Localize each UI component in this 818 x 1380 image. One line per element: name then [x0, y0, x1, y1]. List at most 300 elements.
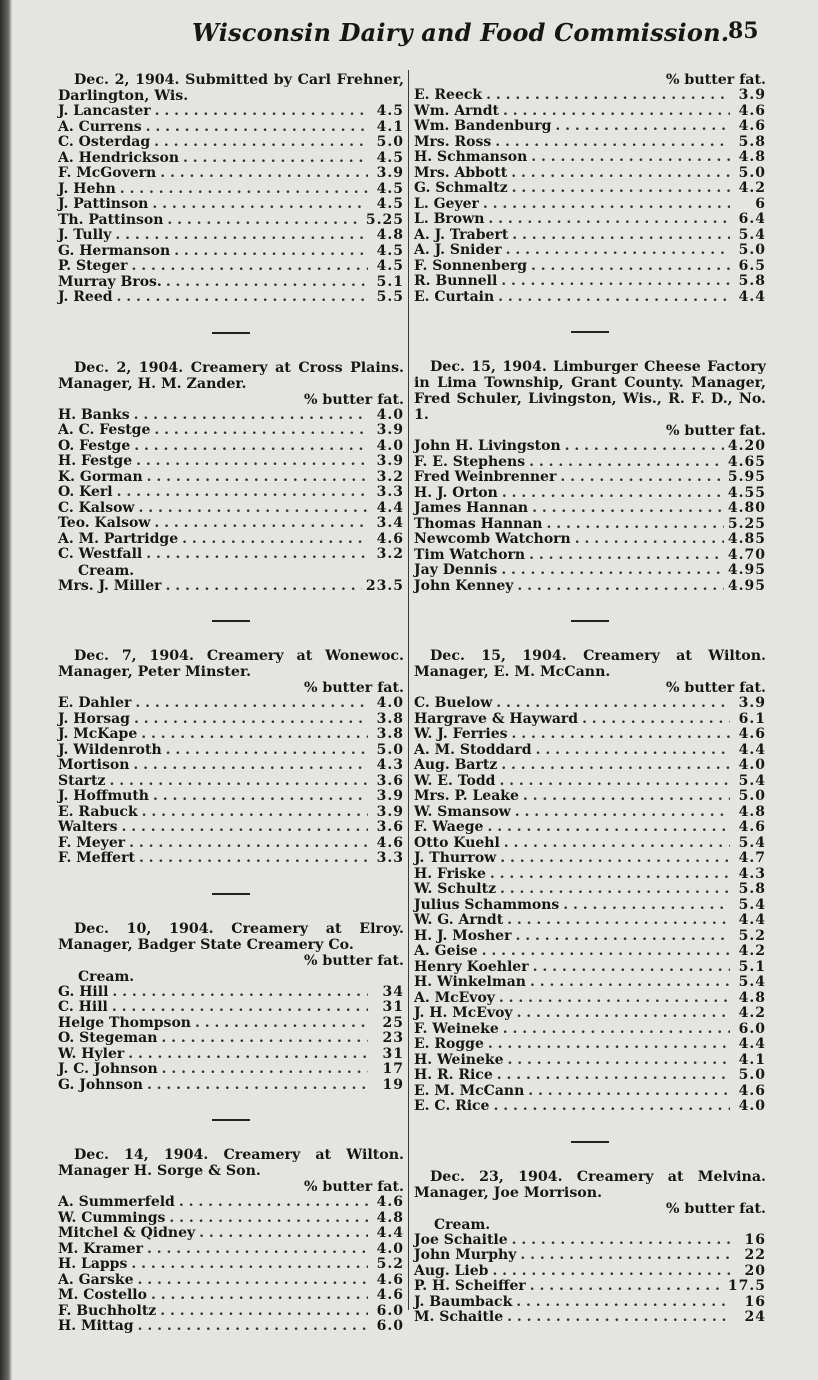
dot-leader [146, 120, 368, 136]
patron-name: W. Cummings [58, 1209, 166, 1226]
table-row [414, 1099, 766, 1115]
dot-leader [582, 712, 730, 728]
report-section [58, 72, 404, 306]
left-column [58, 72, 404, 1335]
table-row [58, 547, 404, 563]
patron-name: H. Schmanson [414, 149, 528, 165]
patron-name: J. Wildenroth [58, 741, 162, 758]
table-row [414, 867, 766, 883]
document-page [12, 0, 818, 1380]
patron-name: E. C. Rice [414, 1098, 490, 1114]
butter-fat-value: 3.6 [376, 819, 404, 835]
butter-fat-value: 6.4 [738, 211, 766, 227]
patron-name: C. Buelow [414, 695, 493, 711]
table-row [58, 454, 404, 470]
dot-leader [502, 486, 724, 502]
butter-fat-value: 6.5 [738, 257, 766, 274]
section-heading: Dec. 2, 1904. Creamery at Cross Plains. Manager, H. M. Zander. [58, 359, 404, 392]
butter-fat-value: 4.85 [727, 531, 766, 547]
patron-name: W. Smansow [414, 803, 511, 820]
butter-fat-value: 3.6 [376, 772, 404, 789]
table-row [58, 1304, 404, 1320]
table-row [414, 820, 766, 836]
section-heading: Dec. 15, 1904. Limburger Cheese Factory in Lima Township, Grant County. Manager, Fred Schuler, Livingston, Wis., R. F. D., No. 1. [414, 359, 766, 423]
patron-name: J. Thurrow [414, 850, 497, 866]
column-header-butter-fat: % butter fat. [666, 423, 766, 439]
dot-leader [134, 712, 368, 728]
table-row [58, 1273, 404, 1289]
table-row [414, 1068, 766, 1084]
dot-leader [530, 1279, 724, 1295]
patron-name: F. McGovern [58, 165, 157, 181]
running-title: Wisconsin Dairy and Food Commission. [192, 18, 730, 47]
table-row [414, 243, 766, 259]
table-row [414, 88, 766, 104]
patron-name: J. McKape [58, 726, 138, 742]
patron-name: Teo. Kalsow [58, 515, 151, 531]
section-heading: Dec. 15, 1904. Creamery at Wilton. Manager, E. M. McCann. [414, 648, 766, 680]
dot-leader [517, 1006, 730, 1022]
dot-leader [515, 929, 730, 945]
dot-leader [503, 1022, 730, 1038]
column-divider [408, 70, 409, 1310]
dot-leader [151, 1288, 368, 1304]
patron-name: Jay Dennis [414, 562, 498, 578]
report-section [58, 360, 404, 595]
patron-name: C. Westfall [58, 546, 143, 562]
patron-name: A. M. Stoddard [414, 741, 532, 758]
butter-fat-value: 17 [382, 1061, 404, 1077]
dot-leader [507, 913, 730, 929]
section-heading: Dec. 2, 1904. Submitted by Carl Frehner, Darlington, Wis. [58, 72, 404, 104]
dot-leader [138, 501, 368, 517]
table-row [58, 820, 404, 836]
patron-name: M. Schaitle [414, 1309, 504, 1325]
section-separator-rule [571, 1141, 609, 1143]
butter-fat-value: 4.2 [738, 943, 766, 959]
patron-name: H. Festge [58, 453, 133, 469]
dot-leader [511, 166, 730, 182]
butter-fat-value: 4.8 [738, 149, 766, 165]
patron-name: Mortison [58, 757, 130, 773]
dot-leader [500, 851, 730, 867]
table-row [58, 120, 404, 136]
dot-leader [115, 228, 368, 244]
butter-fat-value: 5.25 [727, 515, 766, 532]
patron-name: A. J. Trabert [414, 226, 509, 243]
table-row [58, 1078, 404, 1094]
table-row [58, 259, 404, 275]
table-row [414, 486, 766, 502]
dot-leader [529, 548, 724, 564]
table-row [414, 104, 766, 120]
dot-leader [531, 259, 730, 275]
dot-leader [516, 1295, 730, 1311]
dot-leader [134, 439, 368, 455]
table-row [58, 1319, 404, 1335]
butter-fat-value: 3.2 [376, 468, 404, 485]
dot-leader [183, 151, 368, 167]
table-row [58, 789, 404, 805]
dot-leader [512, 181, 730, 197]
butter-fat-value: 5.4 [738, 896, 766, 913]
section-heading: Dec. 23, 1904. Creamery at Melvina. Manager, Joe Morrison. [414, 1168, 766, 1201]
table-row [414, 532, 766, 548]
column-header-butter-fat: % butter fat. [666, 72, 766, 88]
butter-fat-value: 4.5 [376, 103, 404, 119]
table-row [58, 1031, 404, 1047]
dot-leader [199, 1226, 368, 1242]
patron-name: John Murphy [414, 1247, 517, 1263]
patron-name: H. Mittag [58, 1318, 134, 1334]
patron-name: E. Curtain [414, 288, 495, 305]
patron-name: J. Horsag [58, 710, 130, 727]
patron-name: H. Weineke [414, 1051, 504, 1068]
butter-fat-value: 4.0 [738, 757, 766, 773]
table-row [414, 135, 766, 151]
butter-fat-value: 5.1 [738, 958, 766, 975]
dot-leader [179, 1195, 368, 1211]
table-row [414, 1295, 766, 1311]
butter-fat-value: 4.65 [727, 453, 766, 470]
butter-fat-value: 4.2 [738, 180, 766, 196]
butter-fat-value: 6.0 [738, 1020, 766, 1037]
dot-leader [497, 1068, 730, 1084]
dot-leader [166, 579, 362, 595]
dot-leader [496, 696, 730, 712]
patron-name: F. E. Stephens [414, 453, 526, 470]
patron-name: E. Rabuck [58, 803, 138, 820]
right-column [414, 72, 766, 1326]
butter-fat-value: 4.8 [376, 227, 404, 243]
butter-fat-value: 5.2 [376, 1256, 404, 1272]
book-spine-shadow [0, 0, 12, 1380]
butter-fat-value: 4.80 [727, 500, 766, 516]
patron-name: John Kenney [414, 577, 514, 594]
dot-leader [132, 259, 368, 275]
dot-leader [531, 150, 730, 166]
dot-leader [117, 485, 368, 501]
butter-fat-value: 4.3 [376, 757, 404, 773]
table-row [58, 275, 404, 291]
dot-leader [162, 1062, 368, 1078]
butter-fat-value: 3.9 [376, 453, 404, 469]
table-row [58, 439, 404, 455]
dot-leader [147, 470, 368, 486]
butter-fat-value: 5.0 [738, 1067, 766, 1083]
report-section [414, 359, 766, 594]
butter-fat-value: 4.5 [376, 242, 404, 259]
dot-leader [142, 805, 368, 821]
cream-sublabel: Cream. [78, 562, 135, 579]
table-row [58, 1062, 404, 1078]
butter-fat-value: 4.3 [738, 865, 766, 882]
table-row [414, 548, 766, 564]
butter-fat-value: 23 [382, 1030, 404, 1046]
butter-fat-value: 4.4 [738, 1036, 766, 1052]
dot-leader [169, 1211, 368, 1227]
section-heading: Dec. 14, 1904. Creamery at Wilton. Manager H. Sorge & Son. [58, 1147, 404, 1179]
dot-leader [512, 228, 730, 244]
dot-leader [499, 774, 730, 790]
butter-fat-value: 4.0 [738, 1098, 766, 1114]
dot-leader [147, 1242, 368, 1258]
butter-fat-value: 3.8 [376, 710, 404, 727]
dot-leader [560, 470, 724, 486]
butter-fat-value: 4.2 [738, 1005, 766, 1021]
table-row [414, 960, 766, 976]
butter-fat-value: 3.3 [376, 484, 404, 500]
dot-leader [166, 275, 368, 291]
table-row [414, 1264, 766, 1280]
column-header-butter-fat: % butter fat. [666, 1200, 766, 1217]
patron-name: W. E. Todd [414, 772, 496, 789]
page-number: 85 [728, 18, 759, 44]
dot-leader [174, 244, 368, 260]
patron-name: F. Sonnenberg [414, 257, 528, 274]
dot-leader [135, 696, 368, 712]
table-row [58, 151, 404, 167]
table-row [58, 1195, 404, 1211]
table-row [58, 423, 404, 439]
patron-name: J. Hoffmuth [58, 788, 149, 804]
butter-fat-value: 5.0 [376, 134, 404, 150]
table-row [58, 166, 404, 182]
dot-leader [136, 454, 368, 470]
butter-fat-value: 17.5 [727, 1278, 766, 1294]
table-row [414, 836, 766, 852]
butter-fat-value: 5.2 [738, 927, 766, 944]
dot-leader [536, 743, 730, 759]
column-header-butter-fat: % butter fat. [666, 680, 766, 696]
dot-leader [129, 836, 368, 852]
patron-name: Otto Kuehl [414, 834, 500, 851]
table-row [58, 485, 404, 501]
dot-leader [154, 135, 368, 151]
table-row [58, 985, 404, 1001]
table-row [58, 805, 404, 821]
table-row [414, 712, 766, 728]
table-row [58, 1242, 404, 1258]
patron-name: Walters [58, 819, 118, 835]
butter-fat-value: 5.0 [738, 164, 766, 181]
dot-leader [141, 727, 368, 743]
dot-leader [122, 820, 368, 836]
table-row [414, 1084, 766, 1100]
dot-leader [501, 274, 730, 290]
dot-leader [487, 820, 730, 836]
dot-leader [153, 789, 368, 805]
patron-name: Wm. Arndt [414, 102, 499, 119]
patron-name: Helge Thompson [58, 1014, 191, 1031]
table-row [414, 727, 766, 743]
patron-name: F. Buchholtz [58, 1302, 157, 1319]
patron-name: Mrs. P. Leake [414, 788, 519, 804]
dot-leader [109, 774, 368, 790]
patron-name: E. M. McCann [414, 1082, 525, 1099]
butter-fat-value: 4.6 [738, 819, 766, 835]
table-row [58, 1211, 404, 1227]
page-header [12, 14, 818, 54]
dot-leader [507, 1053, 730, 1069]
dot-leader [530, 975, 730, 991]
butter-fat-value: 4.6 [738, 118, 766, 134]
butter-fat-value: 25 [382, 1014, 404, 1031]
table-row [414, 439, 766, 455]
dot-leader [182, 532, 368, 548]
patron-name: W. Hyler [58, 1045, 125, 1062]
table-row [58, 213, 404, 229]
butter-fat-value: 4.6 [376, 530, 404, 547]
report-section [58, 1147, 404, 1335]
patron-name: A. C. Festge [58, 422, 151, 438]
table-row [58, 408, 404, 424]
table-row [58, 836, 404, 852]
report-section [414, 648, 766, 1115]
patron-name: Henry Koehler [414, 958, 529, 975]
dot-leader [160, 1304, 368, 1320]
dot-leader [152, 197, 368, 213]
patron-name: O. Kerl [58, 484, 113, 500]
table-row [414, 563, 766, 579]
table-row [58, 501, 404, 517]
table-row [414, 1006, 766, 1022]
patron-name: Tim Watchorn [414, 546, 526, 563]
butter-fat-value: 4.4 [738, 288, 766, 305]
butter-fat-value: 4.7 [738, 850, 766, 866]
patron-name: G. Hill [58, 983, 109, 1000]
table-row [58, 1288, 404, 1304]
table-row [414, 228, 766, 244]
butter-fat-value: 4.0 [376, 1240, 404, 1257]
butter-fat-value: 16 [744, 1231, 766, 1248]
patron-name: G. Schmaltz [414, 180, 508, 196]
dot-leader [501, 563, 724, 579]
butter-fat-value: 31 [382, 1045, 404, 1062]
butter-fat-value: 4.95 [727, 562, 766, 578]
patron-name: J. Hehn [58, 180, 116, 197]
table-row [58, 244, 404, 260]
table-row [58, 696, 404, 712]
butter-fat-value: 4.6 [738, 726, 766, 742]
butter-fat-value: 4.20 [727, 438, 766, 454]
table-row [58, 1016, 404, 1032]
patron-name: Hargrave & Hayward [414, 710, 579, 727]
butter-fat-value: 4.8 [738, 989, 766, 1006]
table-row [58, 470, 404, 486]
patron-name: M. Kramer [58, 1240, 143, 1257]
patron-name: F. Meyer [58, 834, 126, 851]
table-row [414, 259, 766, 275]
butter-fat-value: 5.0 [738, 242, 766, 258]
section-heading: Dec. 7, 1904. Creamery at Wonewoc. Manager, Peter Minster. [58, 648, 404, 680]
table-row [414, 991, 766, 1007]
butter-fat-value: 31 [382, 999, 404, 1015]
butter-fat-value: 4.95 [727, 577, 766, 594]
table-row [58, 197, 404, 213]
butter-fat-value: 3.9 [376, 422, 404, 438]
table-row [414, 501, 766, 517]
dot-leader [117, 290, 368, 306]
butter-fat-value: 5.5 [376, 289, 404, 305]
table-row [414, 851, 766, 867]
patron-name: C. Kalsow [58, 499, 135, 516]
dot-leader [500, 882, 730, 898]
table-row [58, 1047, 404, 1063]
patron-name: W. J. Ferries [414, 726, 508, 742]
patron-name: A. McEvoy [414, 989, 495, 1006]
butter-fat-value: 4.6 [738, 1082, 766, 1099]
dot-leader [533, 960, 730, 976]
patron-name: P. Steger [58, 258, 128, 274]
table-row [414, 882, 766, 898]
butter-fat-value: 4.8 [738, 803, 766, 820]
table-row [58, 182, 404, 198]
table-row [414, 944, 766, 960]
section-separator-rule [571, 620, 609, 622]
patron-name: J. C. Johnson [58, 1061, 158, 1077]
butter-fat-value: 4.8 [376, 1209, 404, 1226]
patron-name: John H. Livingston [414, 438, 561, 454]
butter-fat-value: 5.4 [738, 772, 766, 789]
dot-leader [112, 1000, 368, 1016]
patron-name: P. H. Scheiffer [414, 1278, 526, 1294]
patron-name: Mrs. J. Miller [58, 577, 162, 594]
butter-fat-value: 5.8 [738, 133, 766, 150]
table-row [414, 1233, 766, 1249]
table-row [58, 743, 404, 759]
dot-leader [161, 1031, 368, 1047]
table-row [58, 727, 404, 743]
patron-name: H. Friske [414, 865, 486, 882]
patron-name: James Hannan [414, 500, 529, 516]
patron-name: M. Costello [58, 1287, 147, 1303]
butter-fat-value: 4.5 [376, 149, 404, 166]
table-row [414, 455, 766, 471]
table-row [58, 532, 404, 548]
dot-leader [492, 1264, 730, 1280]
butter-fat-value: 4.6 [376, 834, 404, 851]
butter-fat-value: 20 [744, 1262, 766, 1279]
section-separator-rule [212, 332, 250, 334]
table-row [414, 696, 766, 712]
table-row [414, 1037, 766, 1053]
dot-leader [565, 439, 724, 455]
patron-name: Julius Schammons [414, 896, 560, 913]
butter-fat-value: 4.0 [376, 406, 404, 423]
dot-leader [506, 243, 730, 259]
table-row [58, 758, 404, 774]
patron-name: J. Tully [58, 227, 112, 243]
patron-name: A. Geise [414, 943, 478, 959]
dot-leader [155, 104, 368, 120]
butter-fat-value: 3.9 [738, 87, 766, 103]
table-row [58, 579, 404, 595]
dot-leader [532, 501, 724, 517]
patron-name: R. Bunnell [414, 273, 498, 289]
dot-leader [504, 836, 730, 852]
table-row [414, 1022, 766, 1038]
table-row [58, 774, 404, 790]
table-row [58, 1257, 404, 1273]
dot-leader [512, 1233, 730, 1249]
table-row [414, 774, 766, 790]
butter-fat-value: 3.3 [376, 850, 404, 866]
patron-name: Th. Pattinson [58, 211, 164, 228]
dot-leader [507, 1310, 730, 1326]
table-row [414, 470, 766, 486]
patron-name: Aug. Bartz [414, 757, 498, 773]
